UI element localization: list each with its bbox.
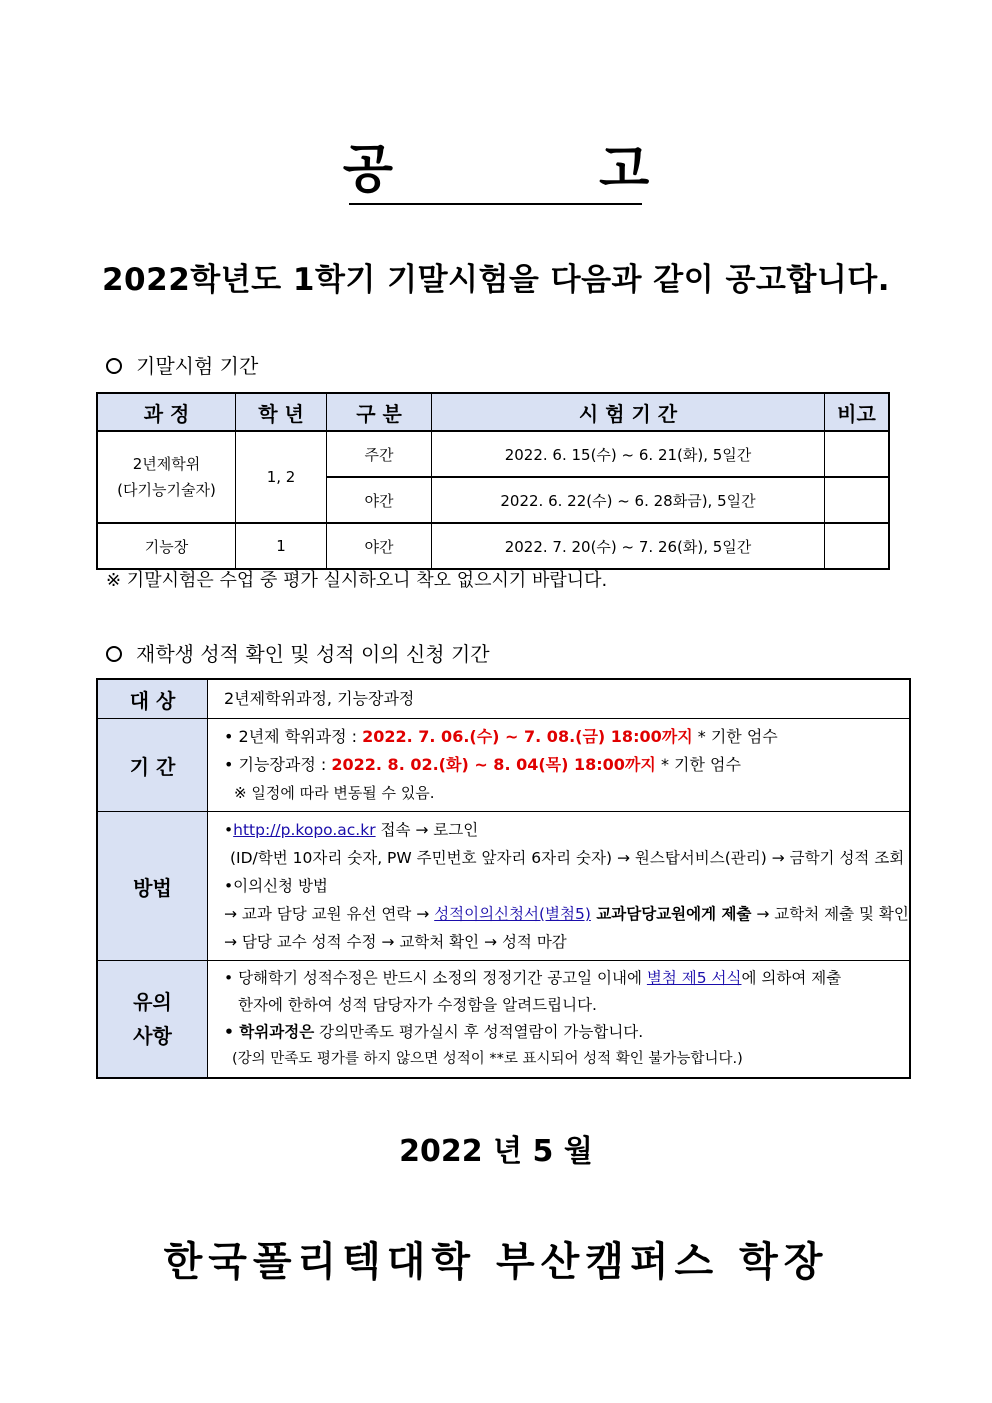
exam-section-heading: 기말시험 기간: [106, 350, 258, 379]
deadline-date: 2022. 7. 06.(수) ~ 7. 08.(금) 18:00까지: [362, 727, 693, 746]
grade-section-heading: 재학생 성적 확인 및 성적 이의 신청 기간: [106, 638, 490, 667]
header-period: 시 험 기 간: [432, 393, 825, 431]
period-label: 기 간: [97, 719, 208, 812]
grade-table: [96, 678, 911, 1079]
table-row: [97, 431, 889, 477]
method-row: [97, 812, 910, 961]
remarks-cell: [825, 431, 890, 477]
type-cell: 야간: [327, 523, 432, 569]
header-type: 구 분: [327, 393, 432, 431]
period-cell: 2022. 6. 15(수) ~ 6. 21(화), 5일간: [432, 431, 825, 477]
exam-note: ※ 기말시험은 수업 중 평가 실시하오니 착오 없으시기 바랍니다.: [106, 570, 608, 591]
period-cell: 2022. 6. 22(수) ~ 6. 28화금), 5일간: [432, 477, 825, 523]
header-remarks: 비고: [825, 393, 890, 431]
headline: 2022학년도 1학기 기말시험을 다음과 같이 공고합니다.: [101, 262, 890, 298]
course-cell: 2년제학위 (다기능기술자): [97, 431, 236, 523]
notice-label: 유의 사항: [97, 961, 208, 1079]
header-grade: 학 년: [236, 393, 327, 431]
remarks-cell: [825, 523, 890, 569]
grade-cell: 1, 2: [236, 431, 327, 523]
notice-title: [0, 140, 992, 204]
period-row: [97, 719, 910, 812]
deadline-date: 2022. 8. 02.(화) ~ 8. 04(목) 18:00까지: [331, 755, 656, 774]
notice-date: 2022 년 5 월: [399, 1134, 593, 1169]
title-underline: [349, 203, 642, 205]
grade-cell: 1: [236, 523, 327, 569]
portal-link[interactable]: http://p.kopo.ac.kr: [233, 821, 376, 839]
signature: 한국폴리텍대학 부산캠퍼스 학장: [163, 1239, 829, 1285]
type-cell: 야간: [327, 477, 432, 523]
form5-link[interactable]: 별첨 제5 서식: [646, 969, 742, 987]
target-row: [97, 679, 910, 719]
circle-bullet-icon: [106, 358, 122, 374]
type-cell: 주간: [327, 431, 432, 477]
circle-bullet-icon: [106, 646, 122, 662]
title-char-right: 고: [599, 140, 650, 200]
title-char-left: 공: [342, 140, 393, 200]
header-course: 과 정: [97, 393, 236, 431]
method-value: •http://p.kopo.ac.kr 접속 → 로그인 (ID/학번 10자리 숫자, PW 주민번호 앞자리 6자리 숫자) → 원스탑서비스(관리) → 금학기 성적 조회 •이의신청 방법 → 교과 담당 교원 유선 연락 → 성적이의신청서(별첨5) 교과담당교원에게 제출 → 교학처 제출 및 확인 → 담당 교수 성적 수정 → 교학처 확인 → 성적 마감: [208, 812, 911, 961]
remarks-cell: [825, 477, 890, 523]
notice-value: • 당해학기 성적수정은 반드시 소정의 정정기간 공고일 이내에 별첨 제5 서식에 의하여 제출 한자에 한하여 성적 담당자가 수정함을 알려드립니다. • 학위과정은 강의만족도 평가실시 후 성적열람이 가능합니다. (강의 만족도 평가를 하지 않으면 성적이 **로 표시되어 성적 확인 불가능합니다.): [208, 961, 911, 1079]
notice-row: [97, 961, 910, 1079]
table-header-row: [97, 393, 889, 431]
period-value: • 2년제 학위과정 : 2022. 7. 06.(수) ~ 7. 08.(금) 18:00까지 * 기한 엄수 • 기능장과정 : 2022. 8. 02.(화) ~ 8. 04(목) 18:00까지 * 기한 엄수 ※ 일정에 따라 변동될 수 있음.: [208, 719, 911, 812]
appeal-form-link[interactable]: 성적이의신청서(별첨5): [434, 905, 591, 923]
exam-table: [96, 392, 890, 570]
period-cell: 2022. 7. 20(수) ~ 7. 26(화), 5일간: [432, 523, 825, 569]
course-cell: 기능장: [97, 523, 236, 569]
table-row: [97, 523, 889, 569]
method-label: 방법: [97, 812, 208, 961]
target-value: 2년제학위과정, 기능장과정: [208, 679, 911, 719]
target-label: 대 상: [97, 679, 208, 719]
